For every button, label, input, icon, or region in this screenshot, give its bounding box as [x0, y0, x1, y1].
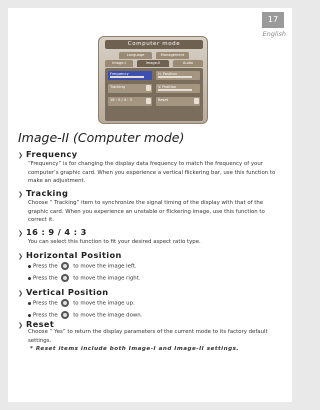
text-aspect-ratio: You can select this function to fit your desired aspect ratio type.	[28, 239, 201, 245]
osd-tab-image-ii: Image-II	[137, 60, 169, 67]
osd-tab-image-i: Image-I	[105, 60, 133, 67]
heading-aspect-ratio: ❯ 16 : 9 / 4 : 3	[18, 227, 87, 237]
osd-menu-screenshot	[98, 36, 208, 124]
chevron-right-icon: ❯	[18, 230, 24, 237]
down-button-icon	[61, 311, 69, 319]
osd-row-reset: Reset	[156, 97, 200, 106]
text-frequency: “Frequency” is for changing the display data frequency to match the frequency of your computer’s graphic card. When you experience a vertical flickering bar, use this function to make an adjustment.	[28, 161, 276, 185]
osd-row-aspect: 16 : 9 / 4 : 3	[108, 97, 152, 106]
osd-tab-audio: Audio	[173, 60, 203, 67]
chevron-right-icon: ❯	[18, 191, 24, 198]
osd-row-h-position: H. Position	[156, 71, 200, 80]
text-reset: Choose “ Yes” to return the display parameters of the current mode to its factory default settings.	[28, 329, 268, 344]
bullet-h-right: Press the to move the image right.	[28, 274, 141, 283]
heading-frequency: ❯ Frequency	[18, 149, 78, 159]
heading-reset: ❯ Reset	[18, 319, 55, 329]
language-label: English	[262, 30, 286, 38]
text-tracking: Choose “ Tracking” item to synchronize the signal timing of the display with that of the graphic card. When you experience an unstable or flickering image, use this function to correct it.	[28, 200, 265, 224]
osd-row-v-position: V. Position	[156, 84, 200, 93]
bullet-v-up: Press the to move the image up.	[28, 299, 135, 308]
osd-tab-language: Language	[119, 52, 152, 59]
section-title: Image-II (Computer mode)	[18, 130, 185, 145]
page-number: 17	[262, 12, 284, 28]
osd-row-frequency: Frequency	[108, 71, 152, 80]
up-button-icon	[61, 299, 69, 307]
right-button-icon	[61, 274, 69, 282]
chevron-right-icon: ❯	[18, 152, 24, 159]
heading-vertical-position: ❯ Vertical Position	[18, 287, 109, 297]
footnote: * Reset items include both Image-I and Image-II settings.	[30, 346, 240, 352]
heading-tracking: ❯ Tracking	[18, 188, 69, 198]
osd-row-tracking: Tracking	[108, 84, 152, 93]
left-button-icon	[61, 262, 69, 270]
chevron-right-icon: ❯	[18, 322, 24, 329]
bullet-v-down: Press the to move the image down.	[28, 311, 142, 320]
manual-page	[8, 8, 292, 402]
chevron-right-icon: ❯	[18, 290, 24, 297]
osd-tab-management: Management	[156, 52, 189, 59]
chevron-right-icon: ❯	[18, 253, 24, 260]
osd-title: Computer mode	[105, 40, 203, 49]
bullet-h-left: Press the to move the image left.	[28, 262, 137, 271]
osd-panel	[105, 68, 203, 121]
heading-horizontal-position: ❯ Horizontal Position	[18, 250, 122, 260]
